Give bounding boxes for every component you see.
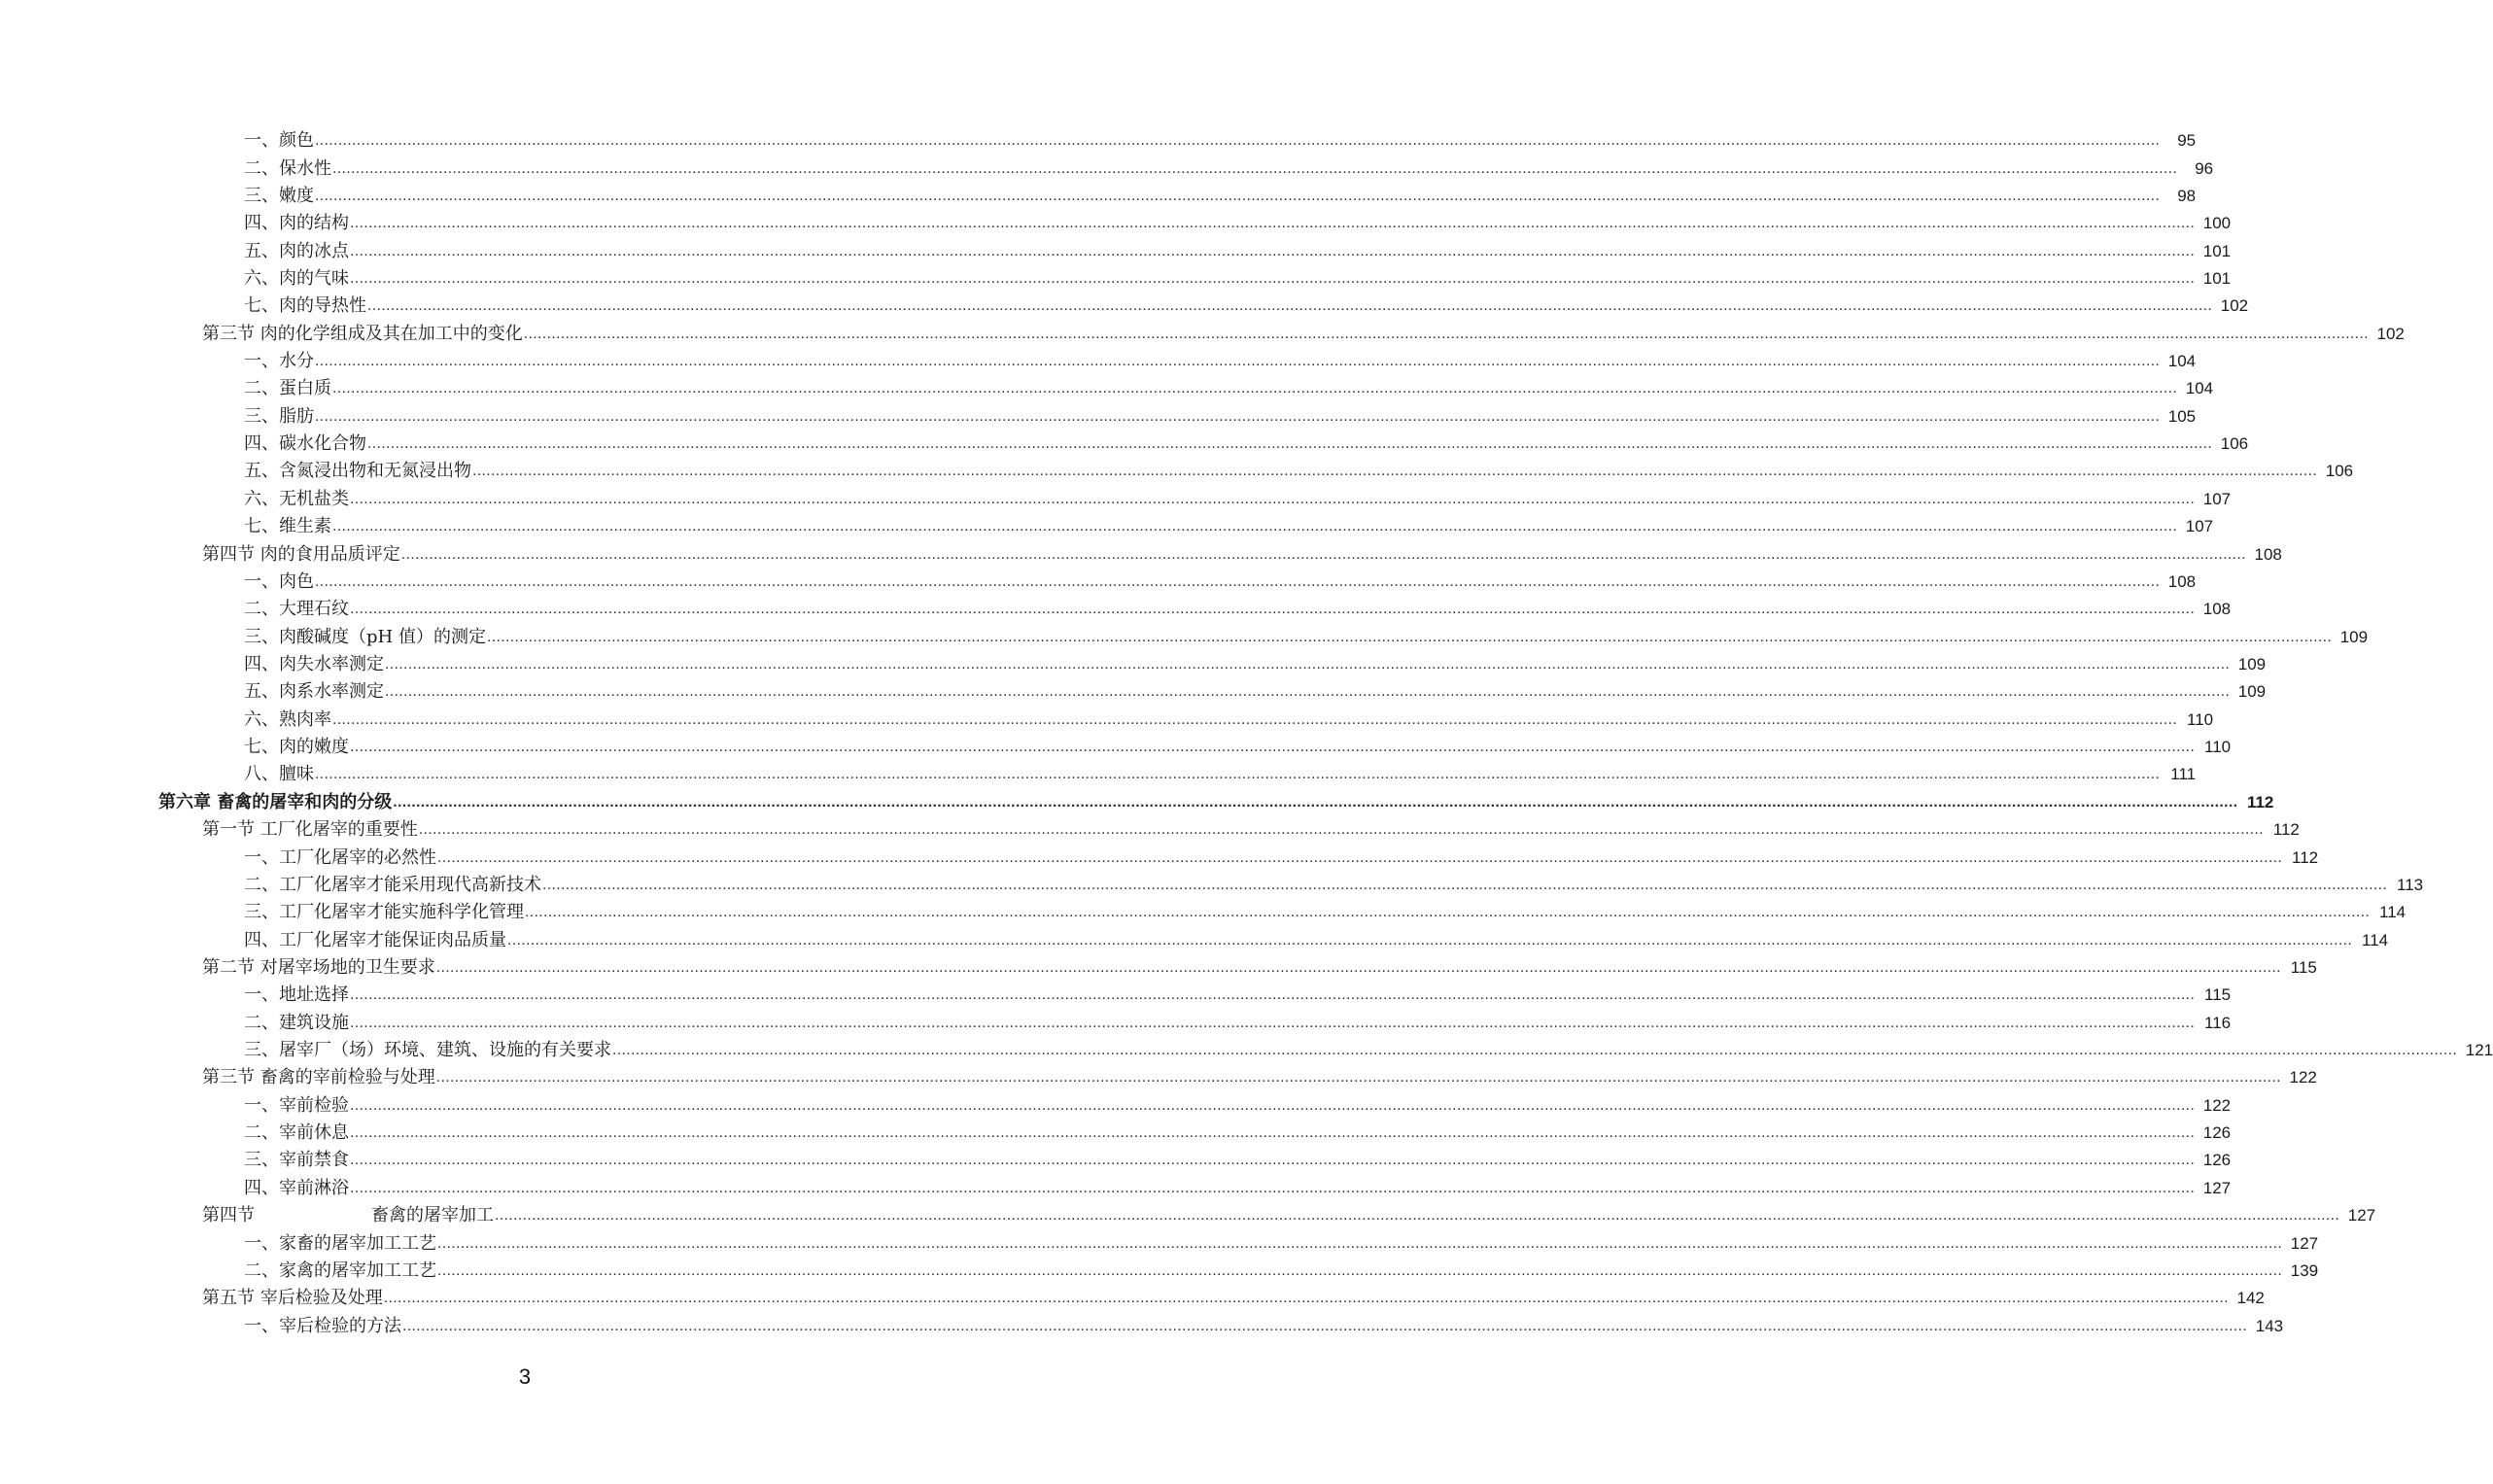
toc-entry-title: 二、宰前休息 xyxy=(244,1122,349,1144)
toc-entry-title: 第三节 畜禽的宰前检验与处理 xyxy=(202,1067,435,1088)
toc-page-number: 126 xyxy=(2202,1123,2232,1143)
toc-page-number: 104 xyxy=(2167,352,2197,371)
toc-dot-leader: ................................................................................................................................................................................................................................................................................................................................................................................................................ xyxy=(315,353,2161,370)
toc-page-number: 112 xyxy=(2292,847,2319,867)
toc-dot-leader: ................................................................................................................................................................................................................................................................................................................................................................................................................ xyxy=(437,1261,2283,1279)
toc-page-number: 107 xyxy=(2185,517,2214,536)
toc-page-number: 112 xyxy=(2272,820,2300,840)
toc-subsection-entry[interactable] xyxy=(0,486,2232,513)
toc-subsection-entry[interactable] xyxy=(0,293,2249,320)
toc-dot-leader: ................................................................................................................................................................................................................................................................................................................................................................................................................ xyxy=(385,656,2231,673)
toc-entry-title: 一、宰后检验的方法 xyxy=(244,1315,401,1336)
toc-entry-title: 六、熟肉率 xyxy=(244,708,331,730)
toc-subsection-entry[interactable] xyxy=(0,569,2197,596)
toc-dot-leader: ................................................................................................................................................................................................................................................................................................................................................................................................................ xyxy=(350,739,2196,756)
toc-dot-leader: ................................................................................................................................................................................................................................................................................................................................................................................................................ xyxy=(315,572,2161,590)
toc-page-number: 101 xyxy=(2202,241,2232,260)
toc-dot-leader: ................................................................................................................................................................................................................................................................................................................................................................................................................ xyxy=(350,1096,2196,1114)
toc-subsection-entry[interactable] xyxy=(0,1010,2232,1037)
toc-entry-title: 七、肉的嫩度 xyxy=(244,737,349,758)
toc-subsection-entry[interactable] xyxy=(0,678,2267,706)
toc-dot-leader: ................................................................................................................................................................................................................................................................................................................................................................................................................ xyxy=(350,601,2196,618)
toc-subsection-entry[interactable] xyxy=(0,458,2354,485)
toc-dot-leader: ................................................................................................................................................................................................................................................................................................................................................................................................................ xyxy=(332,518,2178,535)
toc-subsection-entry[interactable] xyxy=(0,926,2389,953)
toc-entry-title: 八、膻味 xyxy=(244,764,314,785)
toc-entry-title: 一、颜色 xyxy=(244,130,314,152)
toc-dot-leader: ................................................................................................................................................................................................................................................................................................................................................................................................................ xyxy=(418,821,2264,839)
toc-subsection-entry[interactable] xyxy=(0,844,2319,871)
toc-dot-leader: ................................................................................................................................................................................................................................................................................................................................................................................................................ xyxy=(437,848,2283,866)
toc-dot-leader: ................................................................................................................................................................................................................................................................................................................................................................................................................ xyxy=(435,1069,2281,1087)
toc-dot-leader: ................................................................................................................................................................................................................................................................................................................................................................................................................ xyxy=(332,380,2178,397)
toc-page-number: 96 xyxy=(2195,158,2214,178)
toc-dot-leader: ................................................................................................................................................................................................................................................................................................................................................................................................................ xyxy=(315,407,2161,425)
toc-section-entry[interactable] xyxy=(0,816,2300,844)
toc-entry-title: 一、肉色 xyxy=(244,570,314,592)
toc-page-number: 142 xyxy=(2236,1289,2265,1308)
toc-entry-title: 四、工厂化屠宰才能保证肉品质量 xyxy=(244,929,506,950)
toc-section-entry[interactable] xyxy=(0,1285,2265,1312)
toc-dot-leader: ................................................................................................................................................................................................................................................................................................................................................................................................................ xyxy=(350,1014,2196,1031)
toc-subsection-entry[interactable] xyxy=(0,1037,2493,1064)
toc-page-number: 126 xyxy=(2202,1151,2232,1170)
toc-page-number: 102 xyxy=(2376,324,2405,343)
toc-dot-leader: ................................................................................................................................................................................................................................................................................................................................................................................................................ xyxy=(523,325,2369,342)
toc-page-number: 109 xyxy=(2237,682,2267,702)
toc-dot-leader: ................................................................................................................................................................................................................................................................................................................................................................................................................ xyxy=(350,1124,2196,1142)
toc-entry-title: 第六章 畜禽的屠宰和肉的分级 xyxy=(158,791,393,812)
toc-subsection-entry[interactable] xyxy=(0,982,2232,1009)
toc-page-number: 115 xyxy=(2204,985,2232,1005)
toc-subsection-entry[interactable] xyxy=(0,651,2267,678)
toc-entry-title: 三、嫩度 xyxy=(244,185,314,206)
toc-dot-leader: ................................................................................................................................................................................................................................................................................................................................................................................................................ xyxy=(495,1207,2340,1225)
toc-page-number: 104 xyxy=(2185,379,2214,398)
toc-dot-leader: ................................................................................................................................................................................................................................................................................................................................................................................................................ xyxy=(332,159,2178,177)
toc-dot-leader: ................................................................................................................................................................................................................................................................................................................................................................................................................ xyxy=(525,904,2371,921)
toc-entry-title: 一、水分 xyxy=(244,351,314,372)
toc-dot-leader: ................................................................................................................................................................................................................................................................................................................................................................................................................ xyxy=(315,187,2161,204)
toc-subsection-entry[interactable] xyxy=(0,348,2197,375)
toc-subsection-entry[interactable] xyxy=(0,761,2197,788)
toc-dot-leader: ................................................................................................................................................................................................................................................................................................................................................................................................................ xyxy=(367,435,2213,453)
toc-page-number: 116 xyxy=(2204,1013,2232,1032)
toc-subsection-entry[interactable] xyxy=(0,155,2214,182)
toc-section-entry[interactable] xyxy=(0,954,2317,982)
toc-page-number: 110 xyxy=(2204,738,2232,757)
toc-dot-leader: ................................................................................................................................................................................................................................................................................................................................................................................................................ xyxy=(332,710,2178,728)
toc-dot-leader: ................................................................................................................................................................................................................................................................................................................................................................................................................ xyxy=(383,1290,2229,1307)
toc-page-number: 114 xyxy=(2379,903,2406,922)
toc-subsection-entry[interactable] xyxy=(0,1312,2284,1339)
toc-page-number: 127 xyxy=(2202,1178,2232,1197)
toc-entry-title xyxy=(202,1202,494,1229)
toc-subsection-entry[interactable] xyxy=(0,707,2214,734)
toc-entry-title: 二、建筑设施 xyxy=(244,1012,349,1033)
toc-section-entry[interactable] xyxy=(0,540,2282,568)
toc-entry-title: 七、肉的导热性 xyxy=(244,295,366,317)
toc-page-number: 143 xyxy=(2255,1316,2284,1335)
toc-subsection-entry[interactable] xyxy=(0,513,2214,540)
toc-page-number: 102 xyxy=(2220,296,2249,316)
toc-entry-title: 二、家禽的屠宰加工工艺 xyxy=(244,1260,436,1281)
toc-dot-leader: ................................................................................................................................................................................................................................................................................................................................................................................................................ xyxy=(507,931,2353,949)
toc-page-number: 95 xyxy=(2177,131,2197,151)
toc-subsection-entry[interactable] xyxy=(0,596,2232,623)
toc-page-number: 127 xyxy=(2347,1206,2376,1225)
toc-entry-title: 六、无机盐类 xyxy=(244,488,349,509)
toc-section-entry[interactable] xyxy=(0,321,2405,348)
toc-entry-title: 一、家畜的屠宰加工工艺 xyxy=(244,1232,436,1254)
toc-section-entry[interactable] xyxy=(0,1202,2376,1229)
toc-page-number: 122 xyxy=(2202,1095,2232,1115)
toc-subsection-entry[interactable] xyxy=(0,1120,2232,1147)
toc-subsection-entry[interactable] xyxy=(0,127,2197,155)
toc-dot-leader: ................................................................................................................................................................................................................................................................................................................................................................................................................ xyxy=(400,545,2246,563)
toc-page-number: 106 xyxy=(2325,462,2354,481)
toc-chapter-entry[interactable] xyxy=(0,789,2274,816)
toc-dot-leader: ................................................................................................................................................................................................................................................................................................................................................................................................................ xyxy=(612,1042,2458,1059)
toc-dot-leader: ................................................................................................................................................................................................................................................................................................................................................................................................................ xyxy=(350,1179,2196,1196)
toc-page-number: 114 xyxy=(2362,930,2389,949)
toc-dot-leader: ................................................................................................................................................................................................................................................................................................................................................................................................................ xyxy=(437,1234,2283,1252)
toc-dot-leader: ................................................................................................................................................................................................................................................................................................................................................................................................................ xyxy=(350,269,2196,287)
toc-subsection-entry[interactable] xyxy=(0,1229,2319,1257)
toc-page-number: 110 xyxy=(2187,709,2214,729)
toc-page-number: 111 xyxy=(2170,765,2197,784)
toc-page-number: 100 xyxy=(2202,214,2232,233)
toc-dot-leader: ................................................................................................................................................................................................................................................................................................................................................................................................................ xyxy=(367,297,2213,315)
toc-entry-title: 六、肉的气味 xyxy=(244,267,349,289)
toc-page-number: 112 xyxy=(2246,792,2274,811)
toc-entry-title: 二、大理石纹 xyxy=(244,599,349,620)
toc-page-number: 107 xyxy=(2202,489,2232,508)
toc-subsection-entry[interactable] xyxy=(0,1092,2232,1120)
toc-page-number: 127 xyxy=(2290,1233,2319,1253)
toc-dot-leader: ................................................................................................................................................................................................................................................................................................................................................................................................................ xyxy=(350,986,2196,1004)
toc-entry-title: 二、蛋白质 xyxy=(244,378,331,399)
toc-page-number: 109 xyxy=(2339,627,2369,646)
toc-section-entry[interactable] xyxy=(0,1064,2317,1091)
toc-subsection-entry[interactable] xyxy=(0,265,2232,293)
toc-dot-leader: ................................................................................................................................................................................................................................................................................................................................................................................................................ xyxy=(393,793,2238,811)
toc-dot-leader: ................................................................................................................................................................................................................................................................................................................................................................................................................ xyxy=(486,628,2333,645)
toc-entry-title: 第五节 宰后检验及处理 xyxy=(202,1288,383,1309)
page-number: 3 xyxy=(518,1364,532,1389)
toc-entry-title: 五、含氮浸出物和无氮浸出物 xyxy=(244,461,471,482)
toc-dot-leader: ................................................................................................................................................................................................................................................................................................................................................................................................................ xyxy=(435,958,2281,976)
toc-entry-title: 四、宰前淋浴 xyxy=(244,1177,349,1198)
table-of-contents xyxy=(0,127,2493,1340)
toc-subsection-entry[interactable] xyxy=(0,403,2197,431)
toc-entry-title: 五、肉的冰点 xyxy=(244,240,349,261)
toc-entry-title: 一、宰前检验 xyxy=(244,1094,349,1116)
toc-entry-title: 第四节 肉的食用品质评定 xyxy=(202,543,400,565)
toc-page-number: 101 xyxy=(2202,268,2232,288)
toc-page-number: 121 xyxy=(2465,1041,2493,1060)
toc-subsection-entry[interactable] xyxy=(0,899,2406,926)
toc-page-number: 106 xyxy=(2220,434,2249,454)
toc-page-number: 109 xyxy=(2237,655,2267,673)
toc-page-number: 139 xyxy=(2290,1260,2319,1280)
toc-entry-title: 第二节 对屠宰场地的卫生要求 xyxy=(202,956,435,978)
toc-entry-title: 四、碳水化合物 xyxy=(244,433,366,455)
toc-entry-title: 四、肉的结构 xyxy=(244,213,349,234)
toc-page-number: 105 xyxy=(2167,406,2197,426)
toc-page-number: 122 xyxy=(2289,1068,2317,1087)
toc-entry-title: 三、工厂化屠宰才能实施科学化管理 xyxy=(244,902,524,923)
toc-dot-leader: ................................................................................................................................................................................................................................................................................................................................................................................................................ xyxy=(402,1317,2248,1334)
toc-subsection-entry[interactable] xyxy=(0,623,2369,650)
toc-dot-leader: ................................................................................................................................................................................................................................................................................................................................................................................................................ xyxy=(315,132,2161,150)
toc-entry-section-number: 第四节 xyxy=(202,1205,255,1226)
toc-subsection-entry[interactable] xyxy=(0,237,2232,264)
toc-dot-leader: ................................................................................................................................................................................................................................................................................................................................................................................................................ xyxy=(350,1152,2196,1169)
toc-page-number: 108 xyxy=(2254,544,2282,564)
toc-entry-title: 四、肉失水率测定 xyxy=(244,654,384,674)
toc-subsection-entry[interactable] xyxy=(0,1175,2232,1202)
toc-dot-leader: ................................................................................................................................................................................................................................................................................................................................................................................................................ xyxy=(472,463,2318,480)
toc-entry-title: 七、维生素 xyxy=(244,516,331,537)
toc-entry-section-title: 畜禽的屠宰加工 xyxy=(371,1205,494,1226)
toc-dot-leader: ................................................................................................................................................................................................................................................................................................................................................................................................................ xyxy=(385,683,2231,701)
toc-dot-leader: ................................................................................................................................................................................................................................................................................................................................................................................................................ xyxy=(350,215,2196,232)
toc-dot-leader: ................................................................................................................................................................................................................................................................................................................................................................................................................ xyxy=(350,490,2196,507)
toc-entry-title: 二、工厂化屠宰才能采用现代高新技术 xyxy=(244,874,541,895)
toc-entry-title: 三、肉酸碱度（pH 值）的测定 xyxy=(244,626,486,647)
toc-subsection-entry[interactable] xyxy=(0,1258,2319,1285)
toc-entry-title: 第一节 工厂化屠宰的重要性 xyxy=(202,819,418,841)
toc-entry-title: 二、保水性 xyxy=(244,157,331,179)
toc-entry-title: 三、屠宰厂（场）环境、建筑、设施的有关要求 xyxy=(244,1040,611,1061)
toc-subsection-entry[interactable] xyxy=(0,734,2232,761)
toc-entry-title: 三、脂肪 xyxy=(244,405,314,427)
toc-subsection-entry[interactable] xyxy=(0,872,2424,899)
toc-entry-title: 一、地址选择 xyxy=(244,984,349,1006)
toc-subsection-entry[interactable] xyxy=(0,431,2249,458)
toc-page-number: 108 xyxy=(2167,571,2197,591)
toc-subsection-entry[interactable] xyxy=(0,183,2197,210)
toc-page-number: 98 xyxy=(2177,186,2197,205)
toc-dot-leader: ................................................................................................................................................................................................................................................................................................................................................................................................................ xyxy=(315,766,2161,783)
toc-subsection-entry[interactable] xyxy=(0,375,2214,402)
toc-subsection-entry[interactable] xyxy=(0,1147,2232,1174)
toc-entry-title: 一、工厂化屠宰的必然性 xyxy=(244,846,436,868)
toc-page-number: 108 xyxy=(2202,600,2232,619)
toc-subsection-entry[interactable] xyxy=(0,210,2232,237)
toc-dot-leader: ................................................................................................................................................................................................................................................................................................................................................................................................................ xyxy=(542,876,2388,893)
toc-dot-leader: ................................................................................................................................................................................................................................................................................................................................................................................................................ xyxy=(350,242,2196,259)
toc-entry-title: 第三节 肉的化学组成及其在加工中的变化 xyxy=(202,323,523,344)
toc-entry-title: 三、宰前禁食 xyxy=(244,1150,349,1171)
toc-page-number: 113 xyxy=(2397,875,2424,894)
toc-entry-title: 五、肉系水率测定 xyxy=(244,681,384,703)
toc-page-number: 115 xyxy=(2290,957,2317,977)
